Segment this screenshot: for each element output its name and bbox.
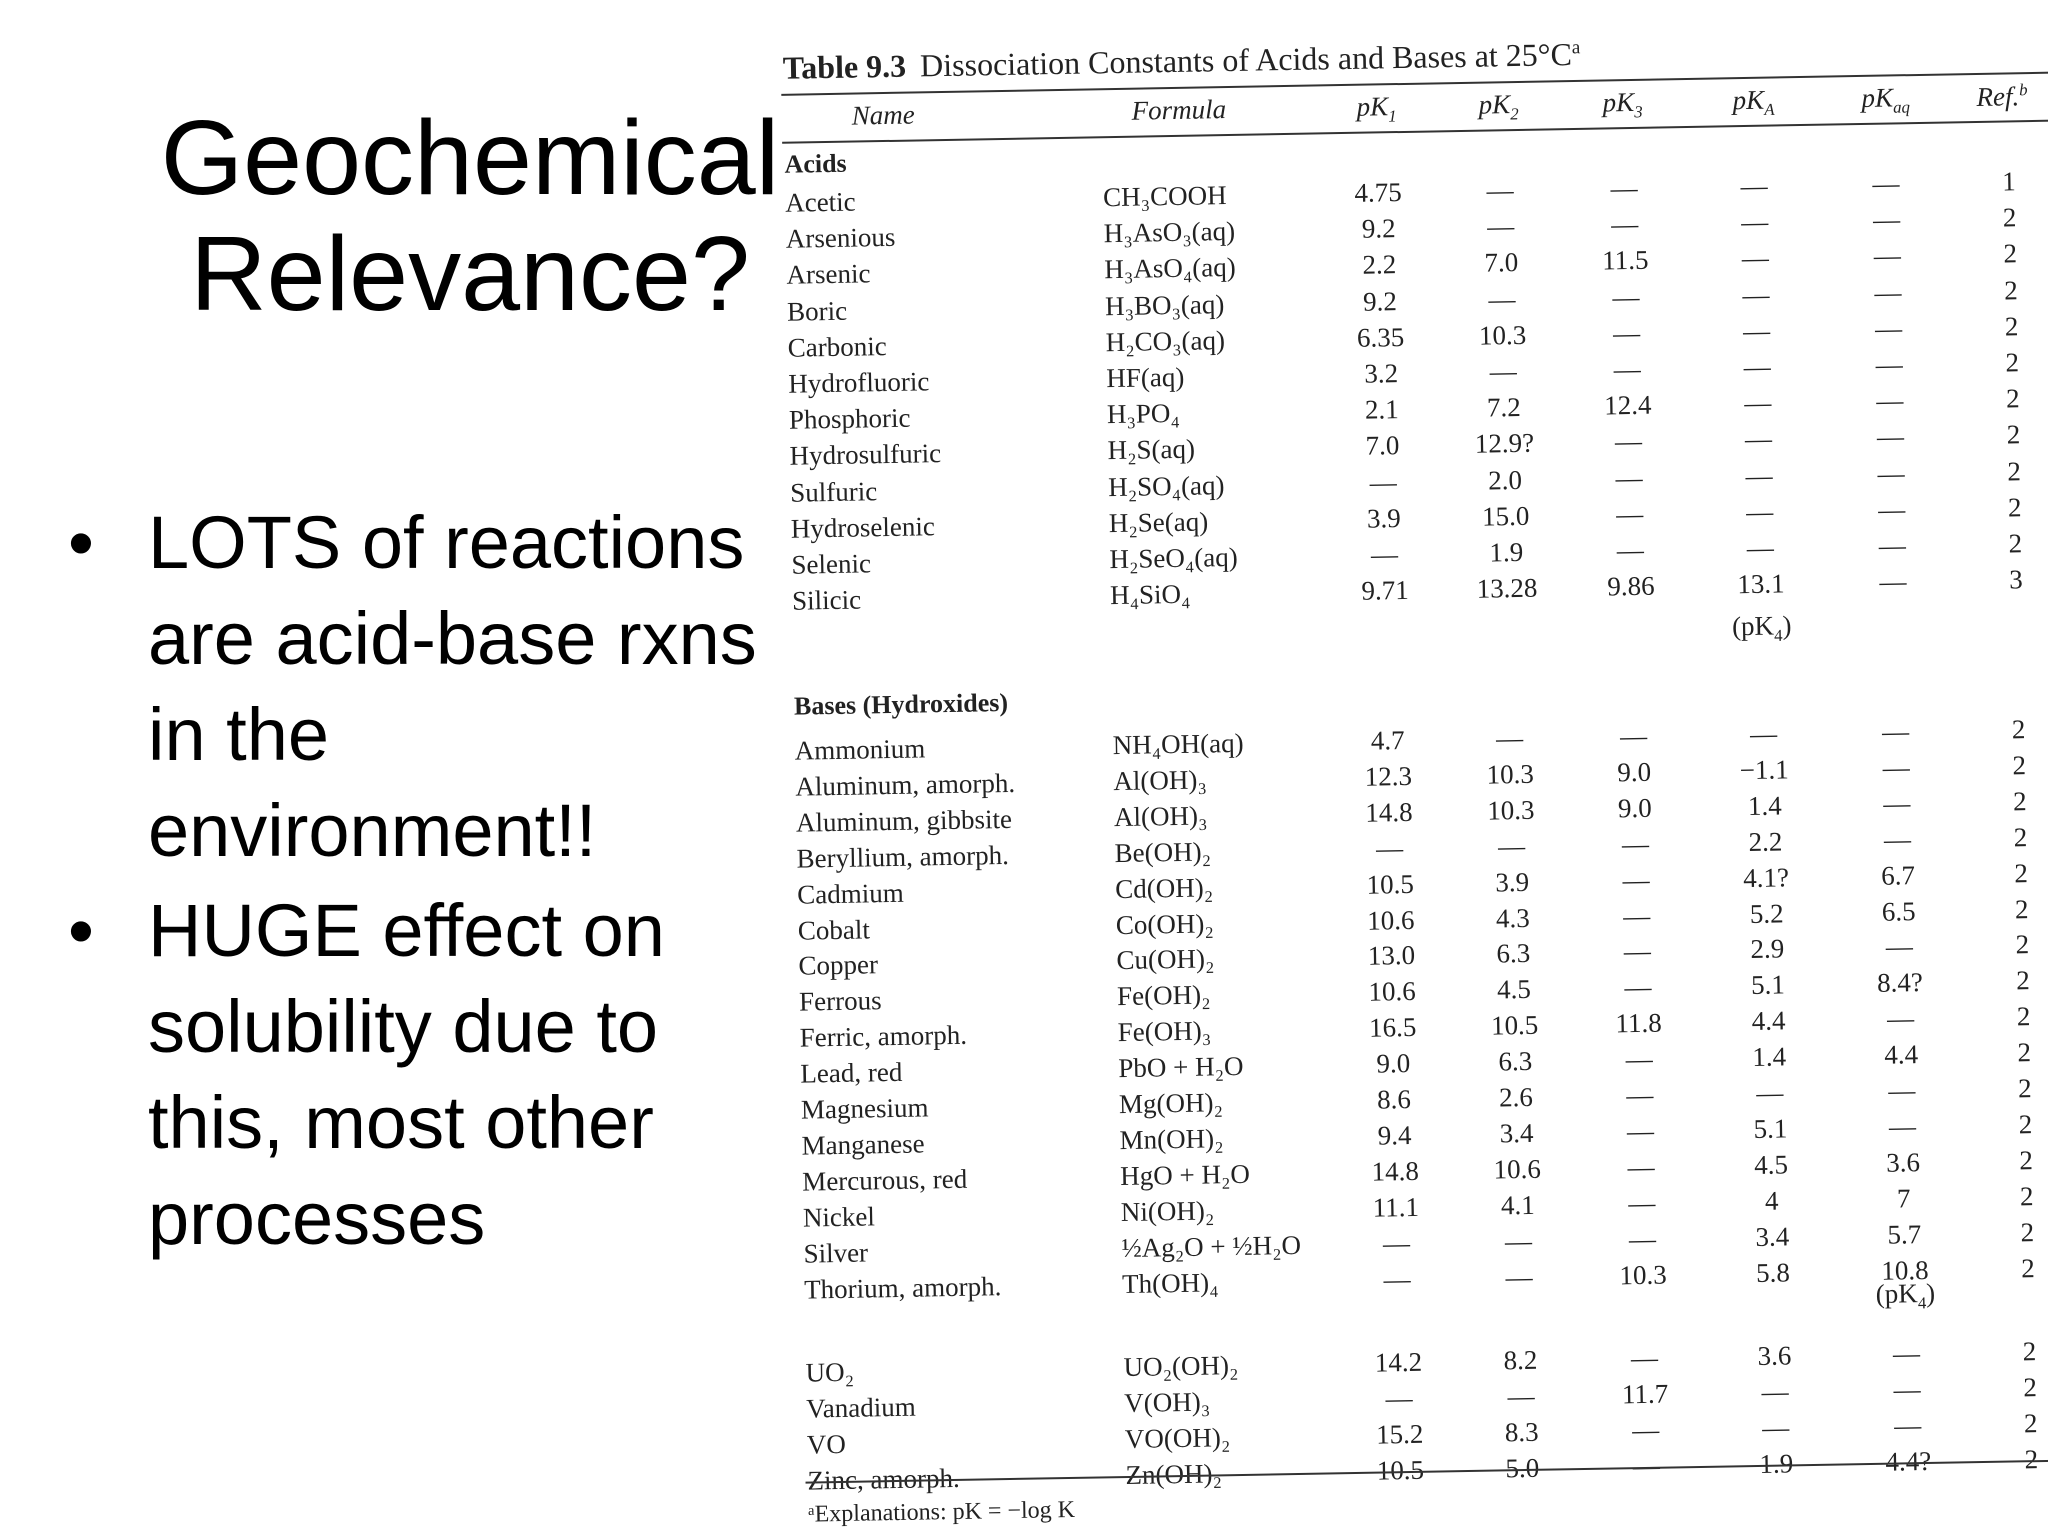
- row-ref: 2: [2003, 274, 2018, 306]
- row-pkaq: —: [1886, 1003, 1915, 1034]
- row-pk1: 10.5: [1366, 868, 1415, 900]
- table-caption-label: Table 9.3: [782, 47, 907, 86]
- header-pka-sub: A: [1764, 99, 1775, 120]
- header-pk2-text: pK: [1478, 89, 1511, 120]
- row-pk1: 7.0: [1365, 430, 1400, 462]
- row-pk1: 16.5: [1368, 1012, 1417, 1043]
- pk4-note-sub: 4: [1917, 1293, 1927, 1313]
- title-line-1: Geochemical: [160, 99, 780, 217]
- header-pkaq: [1861, 82, 1910, 118]
- header-pk1-text: pK: [1356, 91, 1389, 122]
- pk4-note-bases: [1860, 1278, 1951, 1315]
- row-pk3: 11.5: [1601, 245, 1649, 276]
- row-name: Copper: [798, 949, 879, 982]
- row-pk3: —: [1610, 172, 1638, 204]
- row-pkaq: 6.7: [1880, 859, 1916, 891]
- row-pka: —: [1741, 242, 1770, 274]
- row-pk3: —: [1619, 720, 1648, 752]
- header-pk1: [1356, 91, 1397, 127]
- row-formula: UO₂(OH)₂: [1123, 1350, 1239, 1383]
- row-pka: 1.4: [1747, 790, 1782, 821]
- row-formula: H₂S(aq): [1107, 434, 1196, 466]
- row-ref: 2: [2003, 238, 2018, 269]
- row-pk1: 9.4: [1377, 1119, 1412, 1151]
- row-pk3: —: [1622, 864, 1650, 895]
- row-pk1: 9.0: [1376, 1048, 1411, 1079]
- row-pka: —: [1745, 496, 1774, 527]
- row-pka: −1.1: [1739, 754, 1789, 786]
- row-name: Beryllium, amorph.: [796, 839, 1010, 874]
- pk4-note-sub: 4: [1774, 625, 1783, 645]
- row-formula: Cd(OH)₂: [1114, 871, 1214, 904]
- row-pk2: 4.5: [1496, 974, 1532, 1005]
- row-name: Hydrofluoric: [788, 366, 930, 399]
- row-pkaq: —: [1872, 168, 1900, 199]
- row-pk1: 14.2: [1374, 1347, 1423, 1379]
- row-pk3: 12.4: [1603, 389, 1652, 421]
- row-pka: 5.1: [1753, 1113, 1788, 1144]
- row-pk1: 10.5: [1376, 1454, 1425, 1486]
- row-formula: Mg(OH)₂: [1118, 1087, 1224, 1120]
- row-formula: H₂Se(aq): [1108, 506, 1209, 538]
- row-ref: 2: [2018, 1109, 2033, 1140]
- row-pka: —: [1749, 718, 1778, 750]
- row-ref: 2: [2006, 419, 2021, 450]
- row-pk3: —: [1615, 462, 1643, 493]
- row-pka: —: [1740, 170, 1768, 202]
- row-pk3: 9.0: [1617, 756, 1652, 788]
- row-ref: 2: [2017, 1073, 2032, 1104]
- row-pkaq: —: [1878, 530, 1907, 561]
- row-pka: 5.1: [1750, 969, 1786, 1001]
- pk4-note-text: (pK: [1731, 610, 1775, 642]
- row-pka: 3.6: [1757, 1340, 1792, 1372]
- row-ref: 2: [2022, 1336, 2037, 1367]
- row-pkaq: 5.7: [1887, 1218, 1922, 1250]
- row-name: Hydrosulfuric: [789, 438, 942, 472]
- bullet-item: • LOTS of reactions are acid-base rxns in the environment!!: [60, 495, 780, 879]
- row-formula: H₃PO₄: [1106, 398, 1181, 430]
- pk4-note-acids: [1716, 610, 1807, 647]
- row-pk1: 11.1: [1372, 1191, 1420, 1223]
- row-pka: —: [1746, 532, 1775, 564]
- header-ref-text: Ref.: [1976, 81, 2020, 112]
- row-pkaq: 3.6: [1885, 1146, 1921, 1178]
- row-pk3: —: [1612, 317, 1641, 349]
- row-pk3: —: [1631, 1414, 1660, 1446]
- row-formula: H₄SiO₄: [1109, 578, 1191, 611]
- header-ref-sup: b: [2018, 80, 2028, 100]
- row-ref: 2: [2007, 492, 2022, 523]
- row-pk2: 4.1: [1500, 1189, 1535, 1221]
- row-pk3: —: [1625, 1043, 1654, 1075]
- row-ref: 2: [2023, 1408, 2038, 1439]
- row-ref: 2: [2013, 821, 2028, 853]
- row-formula: H₂SeO₄(aq): [1109, 541, 1239, 575]
- row-pk2: 10.6: [1493, 1153, 1542, 1185]
- row-pka: 5.2: [1749, 897, 1784, 929]
- row-pka: 4.1?: [1742, 861, 1790, 893]
- row-pk2: 2.0: [1488, 464, 1523, 496]
- row-pk2: 3.9: [1495, 866, 1530, 898]
- row-pk3: 9.0: [1617, 792, 1653, 824]
- row-pk1: 14.8: [1371, 1155, 1420, 1187]
- row-pk1: —: [1385, 1383, 1413, 1414]
- row-pk1: 13.0: [1367, 940, 1416, 972]
- row-name: Carbonic: [787, 330, 887, 363]
- row-ref: 2: [2015, 929, 2030, 960]
- row-name: Arsenious: [785, 222, 896, 254]
- row-pk1: —: [1370, 539, 1399, 570]
- row-pk1: 9.2: [1362, 285, 1398, 317]
- row-ref: 2: [2016, 1001, 2031, 1032]
- row-ref: 2: [2005, 347, 2020, 378]
- row-pkaq: —: [1885, 931, 1914, 963]
- row-ref: 2: [2020, 1252, 2035, 1283]
- row-pk1: 10.6: [1368, 976, 1416, 1007]
- row-pk3: —: [1610, 209, 1639, 240]
- table-caption-text: Dissociation Constants of Acids and Bases at 25°C: [919, 36, 1573, 84]
- row-pkaq: —: [1893, 1410, 1922, 1441]
- row-ref: 3: [2008, 564, 2023, 595]
- row-formula: Cu(OH)₂: [1116, 943, 1215, 976]
- row-name: Boric: [786, 295, 848, 327]
- row-pk3: —: [1613, 353, 1641, 385]
- row-pk2: 1.9: [1489, 536, 1524, 568]
- row-pkaq: 8.4?: [1876, 967, 1924, 999]
- row-pkaq: —: [1888, 1075, 1916, 1106]
- row-pka: —: [1761, 1376, 1789, 1408]
- row-pka: 5.8: [1755, 1256, 1791, 1288]
- scanned-table: [770, 0, 2048, 1536]
- row-name: Thorium, amorph.: [803, 1270, 1002, 1305]
- row-ref: 2: [2002, 202, 2017, 233]
- row-name: VO: [806, 1429, 847, 1460]
- row-pkaq: 4.4?: [1885, 1446, 1932, 1477]
- row-pka: 1.9: [1759, 1448, 1794, 1480]
- row-pka: —: [1744, 423, 1773, 455]
- row-pk1: 2.2: [1362, 249, 1397, 281]
- row-pk1: 10.6: [1366, 904, 1415, 936]
- row-pk2: —: [1505, 1261, 1533, 1292]
- row-pk1: 4.75: [1354, 177, 1402, 208]
- row-pk3: —: [1627, 1151, 1655, 1183]
- row-pka: 13.1: [1737, 568, 1785, 600]
- row-pk2: 8.3: [1504, 1416, 1539, 1448]
- row-pk2: —: [1495, 722, 1524, 754]
- row-pk2: —: [1497, 830, 1526, 862]
- row-name: Silicic: [791, 584, 862, 616]
- row-formula: NH₄OH(aq): [1112, 727, 1244, 761]
- row-name: UO₂: [805, 1357, 855, 1388]
- row-pk1: 3.2: [1364, 358, 1399, 389]
- row-ref: 2: [2008, 528, 2023, 559]
- row-pk2: 5.0: [1505, 1452, 1540, 1484]
- bullet-list: [60, 495, 780, 1271]
- row-formula: Al(OH)₃: [1113, 764, 1207, 797]
- row-pk2: 13.28: [1476, 572, 1538, 604]
- row-pka: 1.4: [1752, 1041, 1787, 1073]
- row-formula: Fe(OH)₃: [1117, 1015, 1212, 1048]
- row-pk3: —: [1628, 1187, 1656, 1218]
- row-pk2: 10.3: [1478, 319, 1527, 351]
- row-formula: Fe(OH)₂: [1116, 979, 1211, 1012]
- row-pk2: —: [1486, 211, 1515, 242]
- row-pkaq: —: [1872, 204, 1901, 235]
- header-pk1-sub: 1: [1388, 106, 1397, 126]
- row-pk3: —: [1621, 828, 1650, 859]
- row-pkaq: —: [1874, 276, 1902, 308]
- row-pkaq: —: [1873, 240, 1902, 272]
- row-pka: 4.5: [1753, 1149, 1789, 1180]
- row-pk2: —: [1507, 1381, 1535, 1412]
- row-pkaq: —: [1876, 421, 1905, 453]
- header-ref: [1976, 80, 2028, 113]
- row-name: Magnesium: [800, 1092, 929, 1125]
- row-pk2: —: [1488, 283, 1516, 315]
- row-pka: —: [1742, 279, 1770, 310]
- row-name: Phosphoric: [788, 402, 911, 435]
- row-formula: H₃BO₃(aq): [1104, 288, 1225, 321]
- row-name: Ferrous: [798, 985, 882, 1017]
- row-ref: 2: [2014, 857, 2029, 889]
- row-pk3: —: [1623, 900, 1651, 931]
- row-pka: —: [1740, 206, 1769, 238]
- row-pk2: 3.4: [1499, 1117, 1534, 1149]
- row-pk1: 9.71: [1361, 575, 1409, 606]
- row-pk3: 11.7: [1621, 1378, 1669, 1410]
- header-pkaq-text: pK: [1861, 82, 1894, 113]
- row-pk1: 15.2: [1375, 1419, 1424, 1450]
- row-pk1: 2.1: [1364, 394, 1400, 425]
- row-pka: —: [1743, 351, 1771, 383]
- row-pk1: —: [1382, 1227, 1411, 1259]
- row-name: Aluminum, amorph.: [795, 767, 1016, 802]
- header-pk2: [1478, 89, 1519, 125]
- row-name: Ferric, amorph.: [799, 1019, 968, 1053]
- row-pk2: 2.6: [1498, 1081, 1534, 1113]
- table-footnote: ᵃExplanations: pK = −log K: [807, 1496, 1076, 1528]
- row-pk1: —: [1383, 1263, 1411, 1294]
- row-name: Selenic: [791, 548, 872, 580]
- row-formula: Be(OH)₂: [1114, 836, 1212, 868]
- row-name: Manganese: [801, 1128, 925, 1161]
- row-pk1: —: [1369, 466, 1397, 498]
- row-formula: CH₃COOH: [1102, 180, 1227, 213]
- row-formula: HF(aq): [1106, 361, 1185, 394]
- row-name: Lead, red: [800, 1056, 903, 1089]
- row-pkaq: 7: [1896, 1182, 1911, 1214]
- row-ref: 2: [2017, 1037, 2032, 1068]
- header-pk3-text: pK: [1602, 86, 1635, 118]
- row-name: Ammonium: [794, 733, 926, 766]
- pk4-note-end: ): [1925, 1277, 1936, 1309]
- row-ref: 2: [2020, 1216, 2035, 1247]
- section-acids: Acids: [784, 148, 847, 179]
- row-pka: —: [1761, 1412, 1790, 1444]
- title-line-2: Relevance?: [190, 215, 750, 333]
- row-ref: 2: [2011, 714, 2026, 745]
- header-pka: [1732, 84, 1774, 120]
- row-name: Acetic: [784, 186, 856, 218]
- row-ref: 2: [2015, 965, 2030, 996]
- row-pk2: 10.3: [1487, 794, 1535, 826]
- row-pk3: —: [1632, 1450, 1661, 1482]
- row-pkaq: —: [1876, 385, 1904, 416]
- row-name: Cadmium: [797, 877, 905, 910]
- row-name: Zinc, amorph.: [807, 1463, 960, 1496]
- row-name: Mercurous, red: [802, 1163, 968, 1197]
- row-pka: —: [1742, 315, 1771, 346]
- row-name: Hydroselenic: [790, 510, 936, 544]
- row-name: Sulfuric: [789, 475, 878, 508]
- row-name: Nickel: [802, 1201, 876, 1233]
- row-pk3: 9.86: [1607, 570, 1655, 602]
- row-pk2: 4.3: [1495, 902, 1530, 933]
- row-pk2: 15.0: [1481, 500, 1530, 532]
- row-pkaq: —: [1877, 457, 1905, 489]
- row-formula: H₂CO₃(aq): [1105, 324, 1226, 357]
- row-pk2: —: [1504, 1225, 1533, 1256]
- row-pka: 4.4: [1751, 1005, 1786, 1037]
- bullet-item: • HUGE effect on solubility due to this, most other processes: [60, 883, 780, 1267]
- row-pkaq: —: [1875, 349, 1903, 380]
- row-pkaq: —: [1883, 788, 1911, 819]
- row-pk1: 12.3: [1364, 760, 1413, 792]
- row-pk3: —: [1612, 281, 1640, 312]
- row-ref: 2: [2012, 785, 2027, 817]
- table-caption: [783, 36, 1581, 87]
- row-pk2: 12.9?: [1474, 428, 1535, 460]
- row-pk3: 11.8: [1615, 1007, 1663, 1039]
- row-ref: 2: [2014, 893, 2029, 924]
- row-pk3: —: [1628, 1223, 1657, 1254]
- row-pkaq: —: [1877, 494, 1906, 525]
- row-pkaq: —: [1882, 752, 1910, 783]
- row-pk1: 3.9: [1366, 502, 1401, 534]
- row-formula: VO(OH)₂: [1124, 1422, 1231, 1455]
- row-pk2: 10.5: [1490, 1009, 1539, 1041]
- row-pk2: 6.3: [1498, 1045, 1533, 1077]
- row-name: Silver: [803, 1237, 869, 1269]
- header-pka-text: pK: [1732, 84, 1765, 116]
- row-ref: 2: [2023, 1372, 2038, 1403]
- header-rule: [782, 119, 2048, 144]
- pk4-note-text: (pK: [1875, 1278, 1918, 1309]
- row-formula: ½Ag₂O + ½H₂O: [1121, 1229, 1302, 1263]
- row-pkaq: 6.5: [1881, 895, 1916, 927]
- row-pk2: —: [1486, 175, 1514, 206]
- row-pka: 2.9: [1750, 933, 1785, 965]
- header-pk2-sub: 2: [1510, 104, 1519, 124]
- row-pk1: 8.6: [1376, 1083, 1412, 1115]
- row-formula: H₃AsO₃(aq): [1103, 216, 1236, 249]
- row-pk3: —: [1614, 426, 1643, 457]
- row-pk2: 8.2: [1503, 1345, 1538, 1376]
- row-ref: 2: [2024, 1444, 2039, 1475]
- row-formula: V(OH)₃: [1123, 1386, 1211, 1419]
- pk4-note-end: ): [1782, 610, 1792, 641]
- slide-title: [120, 100, 820, 332]
- row-pk3: —: [1615, 498, 1644, 530]
- row-pk3: —: [1630, 1343, 1659, 1374]
- row-pk3: —: [1623, 936, 1652, 967]
- row-pkaq: —: [1874, 313, 1903, 344]
- section-bases: Bases (Hydroxides): [793, 687, 1009, 721]
- row-pk1: 14.8: [1365, 796, 1413, 828]
- row-pkaq: —: [1888, 1111, 1917, 1142]
- row-pkaq: —: [1879, 566, 1907, 597]
- header-name: Name: [851, 99, 915, 131]
- row-pkaq: —: [1883, 823, 1912, 855]
- row-formula: PbO + H₂O: [1118, 1050, 1244, 1084]
- row-formula: Ni(OH)₂: [1120, 1195, 1215, 1227]
- row-formula: Mn(OH)₂: [1119, 1123, 1224, 1155]
- row-pk1: 4.7: [1370, 725, 1405, 756]
- row-name: Cobalt: [797, 913, 871, 946]
- row-ref: 2: [2019, 1180, 2034, 1212]
- row-pka: —: [1756, 1077, 1784, 1108]
- row-pk1: —: [1375, 832, 1404, 864]
- row-pk1: 9.2: [1361, 213, 1396, 244]
- row-pkaq: —: [1893, 1374, 1921, 1405]
- row-ref: 2: [2005, 383, 2020, 414]
- row-pk3: —: [1626, 1115, 1655, 1147]
- row-name: Vanadium: [805, 1391, 916, 1424]
- row-pk2: 10.3: [1486, 758, 1535, 790]
- header-formula: Formula: [1131, 94, 1227, 126]
- row-ref: 2: [2007, 455, 2022, 487]
- row-formula: H₂SO₄(aq): [1107, 469, 1225, 502]
- row-pk2: 7.0: [1484, 247, 1519, 278]
- header-pkaq-sub: aq: [1893, 97, 1911, 117]
- row-pk2: 6.3: [1496, 938, 1531, 969]
- row-pk3: —: [1626, 1079, 1654, 1111]
- row-ref: 2: [2019, 1144, 2034, 1176]
- row-pk3: —: [1624, 972, 1652, 1003]
- row-name: Aluminum, gibbsite: [795, 803, 1013, 838]
- row-formula: Co(OH)₂: [1115, 907, 1214, 940]
- header-pk3: [1602, 87, 1643, 123]
- row-formula: HgO + H₂O: [1119, 1158, 1251, 1191]
- row-name: Arsenic: [786, 258, 871, 291]
- row-pka: 3.4: [1755, 1220, 1790, 1252]
- header-pk3-sub: 3: [1634, 102, 1643, 122]
- row-formula: Zn(OH)₂: [1125, 1458, 1223, 1491]
- row-pkaq: —: [1892, 1338, 1921, 1369]
- row-ref: 2: [2012, 750, 2027, 781]
- row-pk1: 6.35: [1356, 321, 1405, 353]
- row-ref: 2: [2004, 311, 2019, 342]
- row-pk3: —: [1616, 534, 1645, 566]
- row-pka: 4: [1764, 1185, 1779, 1216]
- row-ref: 1: [2001, 166, 2017, 197]
- row-pka: —: [1745, 460, 1773, 491]
- row-pka: 2.2: [1748, 826, 1783, 857]
- row-formula: Al(OH)₃: [1113, 800, 1208, 832]
- row-pka: —: [1744, 387, 1772, 419]
- row-pkaq: 4.4: [1884, 1039, 1919, 1070]
- row-pk3: 10.3: [1619, 1259, 1667, 1290]
- row-formula: H₃AsO₄(aq): [1104, 252, 1236, 285]
- row-formula: Th(OH)₄: [1121, 1266, 1219, 1299]
- row-pkaq: —: [1881, 716, 1910, 747]
- table-caption-sup: a: [1571, 37, 1581, 59]
- row-pkaq: 10.8: [1881, 1254, 1929, 1286]
- row-pk2: —: [1489, 356, 1518, 387]
- row-pk2: 7.2: [1486, 392, 1522, 423]
